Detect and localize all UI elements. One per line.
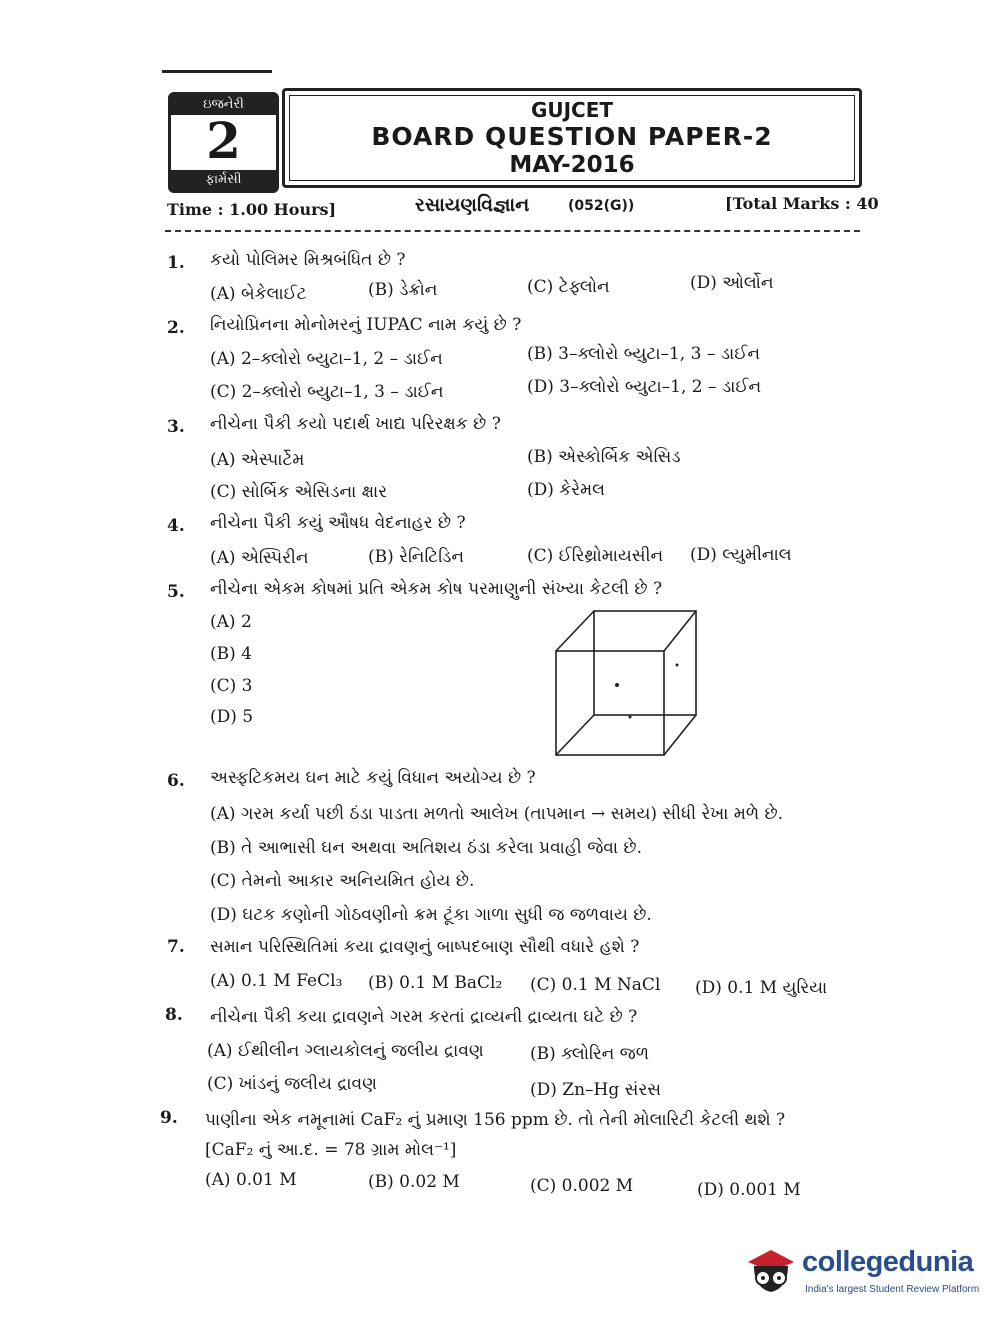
top-rule	[162, 70, 272, 73]
question-text: પાણીના એક નમૂનામાં CaF₂ નું પ્રમાણ 156 ppm છે. તો તેની મોલારિટી કેટલી થશે ?	[205, 1110, 786, 1130]
option-c: (C) સોર્બિક એસિડના ક્ષાર	[210, 482, 388, 502]
option-d: (D) 0.1 M યુરિયા	[695, 978, 828, 998]
option-a: (A) ગરમ કર્યા પછી ઠંડા પાડતા મળતો આલેખ (તાપમાન → સમય) સીધી રેખા મળે છે.	[210, 804, 784, 824]
option-b: (B) એસ્કોર્બિક એસિડ	[527, 447, 681, 467]
atom-dot	[676, 664, 679, 667]
option-c: (C) ઈરિથ્રોમાયસીન	[527, 546, 664, 566]
option-a: (A) બેકેલાઈટ	[210, 284, 307, 304]
atom-dot	[629, 716, 632, 719]
option-d: (D) ઓર્લોન	[690, 273, 774, 293]
option-d: (D) 5	[210, 707, 254, 727]
option-c: (C) 0.002 M	[530, 1176, 634, 1196]
question-note: [CaF₂ નું આ.દ. = 78 ગ્રામ મોલ⁻¹]	[205, 1140, 457, 1160]
mascot-icon	[742, 1240, 800, 1298]
paper-title: BOARD QUESTION PAPER-2	[371, 122, 773, 151]
question-text: નીચેના પૈકી કયા દ્રાવણને ગરમ કરતાં દ્રાવ્યની દ્રાવ્યતા ઘટે છે ?	[210, 1007, 638, 1027]
option-b: (B) રેનિટિડિન	[368, 547, 465, 567]
subject-code: (052(G))	[568, 198, 635, 214]
option-b: (B) તે આભાસી ઘન અથવા અતિશય ઠંડા કરેલા પ્રવાહી જેવા છે.	[210, 838, 642, 858]
question-number: 6.	[167, 771, 185, 791]
stream-badge	[168, 92, 279, 193]
option-d: (D) કેરેમલ	[527, 480, 605, 500]
paper-number: 2	[206, 111, 241, 170]
option-b: (B) 0.1 M BaCl₂	[368, 973, 503, 993]
header-divider	[165, 230, 860, 232]
option-c: (C) 0.1 M NaCl	[530, 975, 661, 995]
question-text: સમાન પરિસ્થિતિમાં કયા દ્રાવણનું બાષ્પદબાણ સૌથી વધારે હશે ?	[210, 937, 640, 957]
option-a: (A) 2–ક્લોરો બ્યુટા–1, 2 – ડાઈન	[210, 349, 443, 369]
logo-wordmark: collegedunia	[802, 1246, 974, 1278]
exam-date: MAY-2016	[509, 152, 635, 178]
option-d: (D) Zn–Hg સંરસ	[530, 1080, 661, 1100]
option-d: (D) 3–ક્લોરો બ્યુટા–1, 2 – ડાઈન	[527, 377, 762, 397]
question-text: નીચેના એકમ કોષમાં પ્રતિ એકમ કોષ પરમાણુની સંખ્યા કેટલી છે ?	[210, 579, 663, 599]
option-a: (A) એસ્પિરીન	[210, 548, 309, 568]
question-number: 3.	[167, 417, 185, 437]
body-center-atom	[615, 683, 619, 687]
question-text: નીચેના પૈકી કયું ઔષધ વેદનાહર છે ?	[210, 513, 466, 533]
unit-cell-diagram	[550, 605, 705, 760]
option-b: (B) 3–ક્લોરો બ્યુટા–1, 3 – ડાઈન	[527, 344, 761, 364]
question-number: 2.	[167, 318, 185, 338]
option-a: (A) ઈથીલીન ગ્લાયકોલનું જલીય દ્રાવણ	[207, 1041, 484, 1061]
option-b: (B) ડેક્રોન	[368, 280, 438, 300]
question-number: 8.	[165, 1005, 183, 1025]
title-box	[282, 88, 862, 188]
option-c: (C) 3	[210, 676, 253, 696]
option-a: (A) 0.1 M FeCl₃	[210, 971, 343, 991]
question-number: 5.	[167, 582, 185, 602]
stream-badge-top: ઇજનેરી	[171, 95, 276, 115]
stream-badge-bottom: ફાર્મસી	[171, 170, 276, 190]
option-b: (B) 0.02 M	[368, 1172, 460, 1192]
cube-back-face	[594, 611, 696, 715]
option-a: (A) 2	[210, 612, 252, 632]
question-number: 9.	[160, 1108, 178, 1128]
total-marks: [Total Marks : 40	[725, 194, 879, 213]
question-number: 4.	[167, 516, 185, 536]
option-d: (D) લ્યુમીનાલ	[690, 545, 792, 565]
option-b: (B) 4	[210, 644, 252, 664]
option-c: (C) ખાંડનું જલીય દ્રાવણ	[207, 1074, 377, 1094]
question-number: 7.	[167, 937, 185, 957]
question-text: અસ્ફટિકમય ઘન માટે કયું વિધાન અયોગ્ય છે ?	[210, 768, 536, 788]
question-text: કયો પોલિમર મિશ્રબંધિત છે ?	[210, 250, 406, 270]
option-d: (D) ઘટક કણોની ગોઠવણીનો ક્રમ ટૂંકા ગાળા સુધી જ જળવાય છે.	[210, 905, 652, 925]
option-c: (C) તેમનો આકાર અનિયમિત હોય છે.	[210, 871, 475, 891]
collegedunia-logo[interactable]	[742, 1238, 980, 1308]
subject-title: રસાયણવિજ્ઞાન	[415, 194, 530, 216]
option-c: (C) ટેફ્લોન	[527, 277, 610, 297]
question-text: નિયોપ્રિનના મોનોમરનું IUPAC નામ કયું છે ?	[210, 315, 522, 335]
option-c: (C) 2–ક્લોરો બ્યુટા–1, 3 – ડાઈન	[210, 382, 444, 402]
question-number: 1.	[167, 253, 185, 273]
option-a: (A) 0.01 M	[205, 1170, 297, 1190]
question-text: નીચેના પૈકી કયો પદાર્થ ખાદ્ય પરિરક્ષક છે ?	[210, 414, 501, 434]
cube-front-face	[556, 651, 664, 755]
option-a: (A) એસ્પાર્ટેમ	[210, 450, 305, 470]
option-d: (D) 0.001 M	[697, 1180, 801, 1200]
option-b: (B) ક્લોરિન જળ	[530, 1044, 650, 1064]
logo-tagline: India's largest Student Review Platform	[805, 1284, 980, 1295]
exam-name: GUJCET	[530, 98, 614, 122]
time-label: Time : 1.00 Hours]	[167, 200, 337, 219]
